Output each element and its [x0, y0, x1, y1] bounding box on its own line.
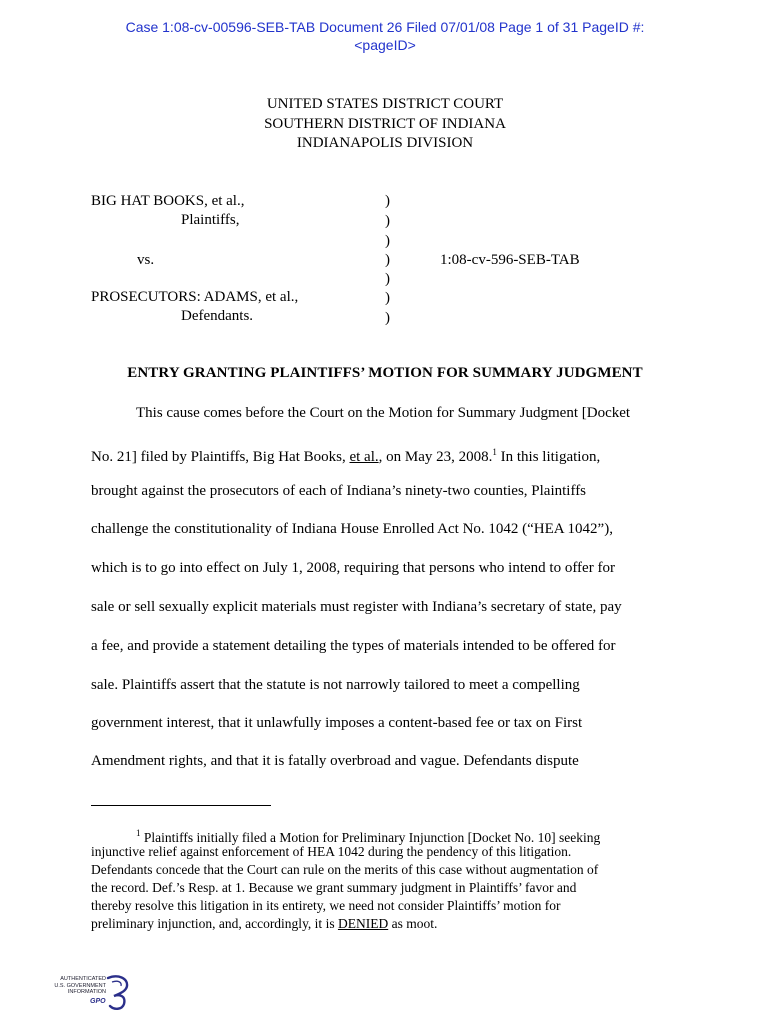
footnote-line — [91, 915, 437, 932]
body-line: sale. Plaintiffs assert that the statute is not narrowly tailored to meet a compelling — [91, 677, 580, 693]
body-line: brought against the prosecutors of each of Indiana’s ninety-two counties, Plaintiffs — [91, 483, 587, 499]
gpo-seal-text — [44, 976, 106, 996]
versus-label: vs. — [137, 252, 155, 268]
court-name: UNITED STATES DISTRICT COURT — [266, 96, 504, 112]
gpo-seal-line: AUTHENTICATED — [60, 976, 106, 982]
footnote-text-run: Plaintiffs initially filed a Motion for Preliminary Injunction [Docket No. 10] seeking — [140, 830, 601, 845]
body-text-run: In this litigation, — [496, 449, 601, 465]
body-line: which is to go into effect on July 1, 2008, requiring that persons who intend to offer for — [91, 560, 615, 576]
gpo-mark: GPO — [90, 998, 106, 1005]
caption-paren: ) — [385, 213, 390, 229]
et-al-underlined: et al. — [349, 449, 379, 465]
gpo-seal-line: INFORMATION — [67, 989, 106, 995]
gpo-authentication-seal — [44, 972, 134, 1014]
footnote-line: thereby resolve this litigation in its entirety, we need not consider Plaintiffs’ motion for — [91, 898, 561, 913]
caption-paren: ) — [385, 310, 390, 326]
court-district: SOUTHERN DISTRICT OF INDIANA — [264, 115, 506, 132]
body-line — [91, 442, 600, 467]
plaintiff-role: Plaintiffs, — [181, 212, 240, 228]
caption-paren: ) — [385, 233, 390, 249]
defendant-role: Defendants. — [181, 308, 254, 324]
caption-paren: ) — [385, 290, 390, 306]
caption-paren: ) — [385, 193, 390, 209]
body-line: government interest, that it unlawfully imposes a content-based fee or tax on First — [91, 715, 583, 731]
plaintiff-name: BIG HAT BOOKS, et al., — [91, 193, 245, 209]
body-line: a fee, and provide a statement detailing the types of materials intended to be offered for — [91, 638, 616, 654]
denied-underlined: DENIED — [337, 916, 389, 931]
body-line: This cause comes before the Court on the Motion for Summary Judgment [Docket — [136, 405, 631, 421]
case-number: 1:08-cv-596-SEB-TAB — [440, 252, 580, 268]
body-line: Amendment rights, and that it is fatally overbroad and vague. Defendants dispute — [91, 753, 579, 769]
ecf-header-stamp-line1: Case 1:08-cv-00596-SEB-TAB Document 26 Filed 07/01/08 Page 1 of 31 PageID #: — [125, 19, 645, 35]
defendant-name: PROSECUTORS: ADAMS, et al., — [91, 289, 299, 305]
footnote-mark: 1 — [136, 828, 141, 838]
caption-paren: ) — [385, 252, 390, 268]
footnote-text-run: as moot. — [388, 916, 438, 931]
court-division: INDIANAPOLIS DIVISION — [296, 135, 474, 151]
ecf-header-stamp-line2: <pageID> — [354, 37, 416, 53]
gpo-seal-line: U.S. GOVERNMENT — [54, 982, 106, 989]
body-text-run: No. 21] filed by Plaintiffs, Big Hat Books, — [91, 449, 350, 465]
entry-title: ENTRY GRANTING PLAINTIFFS’ MOTION FOR SUMMARY JUDGMENT — [127, 365, 643, 381]
body-line: sale or sell sexually explicit materials must register with Indiana’s secretary of state, pay — [91, 599, 622, 615]
footnote-line: injunctive relief against enforcement of HEA 1042 during the pendency of this litigation. — [91, 844, 572, 859]
footnote-line: Defendants concede that the Court can rule on the merits of this case without augmentation of — [91, 862, 599, 877]
court-heading — [0, 95, 770, 154]
footnote-text-run: preliminary injunction, and, accordingly, it is — [91, 916, 338, 931]
footnote-line: the record. Def.’s Resp. at 1. Because we grant summary judgment in Plaintiffs’ favor and — [91, 880, 577, 895]
footnote-divider — [91, 805, 271, 806]
caption-paren: ) — [385, 271, 390, 287]
footnote-reference: 1 — [492, 447, 497, 457]
eagle-icon — [102, 972, 132, 1012]
body-text-run: , on May 23, 2008. — [378, 449, 493, 465]
body-line: challenge the constitutionality of Indiana House Enrolled Act No. 1042 (“HEA 1042”), — [91, 521, 613, 537]
